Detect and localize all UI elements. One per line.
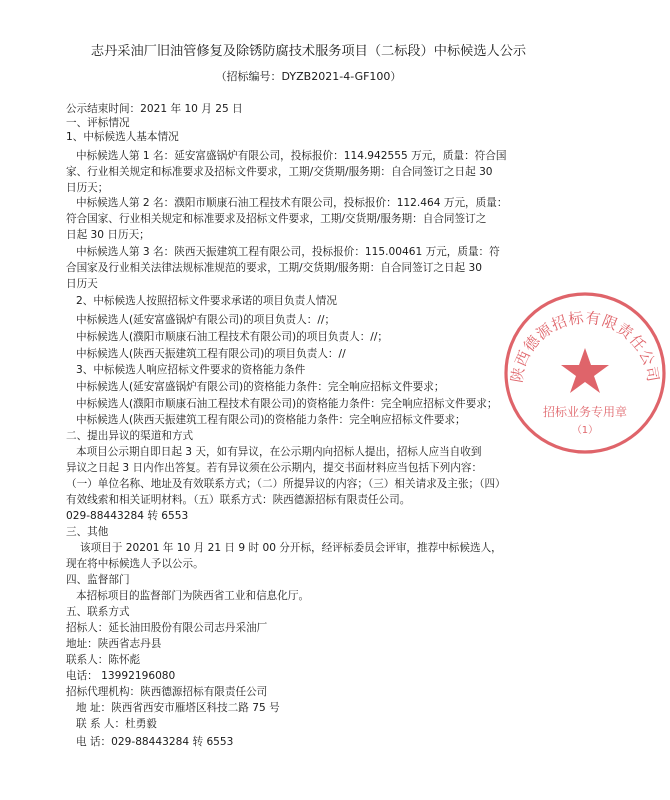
objection-line-3: （一）单位名称、地址及有效联系方式；（二）所提异议的内容；（三）相关请求及主张；（四） xyxy=(66,478,506,490)
project-manager-1: 中标候选人(延安富盛锅炉有限公司)的项目负责人：//； xyxy=(76,314,336,326)
candidate-3-line2: 合国家及行业相关法律法规标准规范的要求，工期/交货期/服务期：自合同签订之日起 30 xyxy=(66,262,482,274)
qualification-3: 中标候选人(陕西天振建筑工程有限公司)的资格能力条件：完全响应招标文件要求； xyxy=(76,414,466,426)
agency-contact: 联 系 人：杜勇毅 xyxy=(76,718,157,730)
objection-line-2: 异议之日起 3 日内作出答复。若有异议须在公示期内，提交书面材料应当包括下列内容： xyxy=(66,462,483,474)
candidate-2-line2: 符合国家、行业相关规定和标准要求及招标文件要求，工期/交货期/服务期：自合同签订之 xyxy=(66,213,487,225)
project-manager-2: 中标候选人(濮阳市顺康石油工程技术有限公司)的项目负责人：//； xyxy=(76,331,389,343)
section5-heading: 五、联系方式 xyxy=(66,606,130,618)
tenderer: 招标人：延长油田股份有限公司志丹采油厂 xyxy=(66,622,268,634)
tenderer-phone: 电话： 13992196080 xyxy=(66,670,176,682)
tenderer-address: 地址：陕西省志丹县 xyxy=(66,638,162,650)
candidate-info-heading: 1、中标候选人基本情况 xyxy=(66,131,179,143)
seal-arc-text: 陕西德源招标有限责任公司 xyxy=(507,308,663,384)
objection-phone: 029-88443284 转 6553 xyxy=(66,510,189,522)
objection-line-4: 有效线索和相关证明材料。（五）联系方式：陕西德源招标有限责任公司。 xyxy=(66,494,411,506)
seal-purpose-text: 招标业务专用章 xyxy=(542,405,628,419)
agency-address: 地 址：陕西省西安市雁塔区科技二路 75 号 xyxy=(76,702,280,714)
supervision-line: 本招标项目的监督部门为陕西省工业和信息化厅。 xyxy=(76,590,310,602)
opening-line-2: 现在将中标候选人予以公示。 xyxy=(66,558,204,570)
project-manager-3: 中标候选人(陕西天振建筑工程有限公司)的项目负责人：// xyxy=(76,348,346,360)
candidate-1-line3: 日历天； xyxy=(66,182,109,194)
candidate-1-line2: 家、行业相关规定和标准要求及招标文件要求，工期/交货期/服务期：自合同签订之日起 30 xyxy=(66,166,493,178)
section4-heading: 四、监督部门 xyxy=(66,574,130,586)
agency: 招标代理机构：陕西德源招标有限责任公司 xyxy=(66,686,268,698)
tenderer-contact: 联系人：陈怀彪 xyxy=(66,654,141,666)
objection-line-1: 本项目公示期自即日起 3 天，如有异议，在公示期内向招标人提出，招标人应当自收到 xyxy=(76,446,482,458)
section3-heading: 三、其他 xyxy=(66,526,109,538)
candidate-3-line3: 日历天 xyxy=(66,278,98,290)
candidate-2-line3: 日起 30 日历天； xyxy=(66,229,150,241)
qualification-heading: 3、中标候选人响应招标文件要求的资格能力条件 xyxy=(76,364,306,376)
seal-star-icon xyxy=(561,348,609,393)
section1-heading: 一、评标情况 xyxy=(66,117,130,129)
bid-number: （招标编号：DYZB2021-4-GF100） xyxy=(215,70,402,83)
candidate-2-line1: 中标候选人第 2 名：濮阳市顺康石油工程技术有限公司，投标报价：112.464 万元，质量： xyxy=(76,197,508,209)
company-seal xyxy=(500,288,670,458)
page-title: 志丹采油厂旧油管修复及除锈防腐技术服务项目（二标段）中标候选人公示 xyxy=(90,44,527,59)
agency-phone: 电 话：029-88443284 转 6553 xyxy=(76,736,234,748)
qualification-1: 中标候选人(延安富盛锅炉有限公司)的资格能力条件：完全响应招标文件要求； xyxy=(76,381,445,393)
opening-line-1: 该项目于 20201 年 10 月 21 日 9 时 00 分开标，经评标委员会评审，推荐中标候选人， xyxy=(80,542,502,554)
candidate-1-line1: 中标候选人第 1 名：延安富盛锅炉有限公司，投标报价：114.942555 万元，质量：符合国 xyxy=(76,150,507,162)
candidate-3-line1: 中标候选人第 3 名：陕西天振建筑工程有限公司，投标报价：115.00461 万元，质量：符 xyxy=(76,246,500,258)
project-manager-heading: 2、中标候选人按照招标文件要求承诺的项目负责人情况 xyxy=(76,295,337,307)
seal-code-text: （1） xyxy=(571,425,599,436)
qualification-2: 中标候选人(濮阳市顺康石油工程技术有限公司)的资格能力条件：完全响应招标文件要求； xyxy=(76,398,498,410)
publicity-end-date: 公示结束时间：2021 年 10 月 25 日 xyxy=(66,103,243,115)
section2-heading: 二、提出异议的渠道和方式 xyxy=(66,430,194,442)
